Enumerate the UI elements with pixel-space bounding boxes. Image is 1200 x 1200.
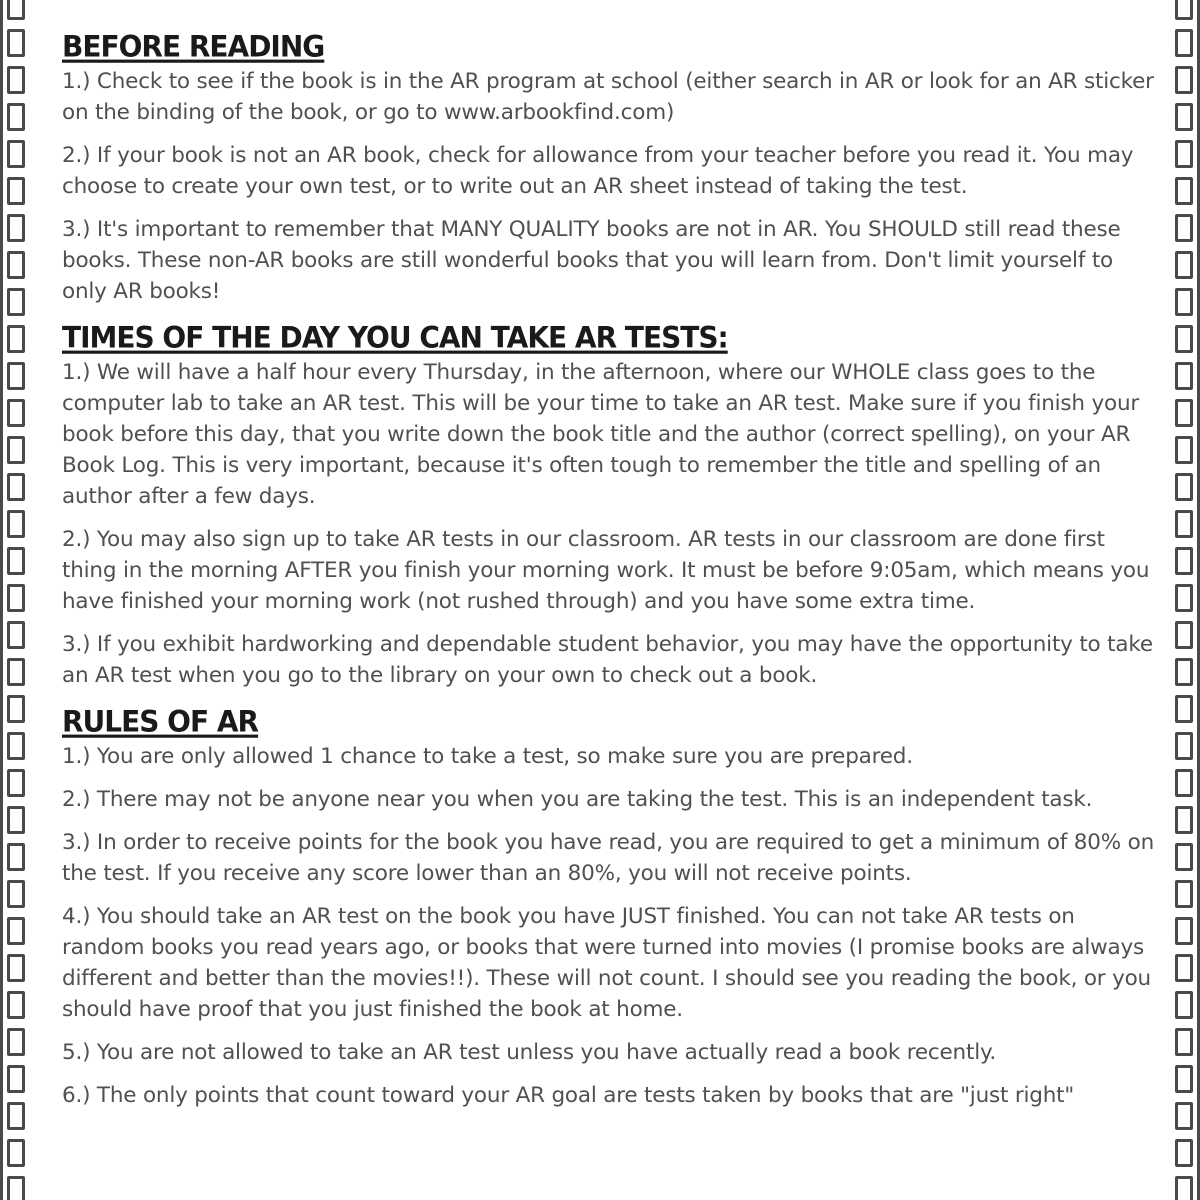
section-test-times [62,319,1158,691]
filmstrip-frame [7,1065,25,1093]
filmstrip-frame [1175,1176,1193,1200]
list-item: 2.) You may also sign up to take AR tests in our classroom. AR tests in our classroom are done first thing in the morning AFTER you finish your morning work. It must be before 9:05am, which means you have finished your morning work (not rushed through) and you have some extra time. [62,527,1150,614]
filmstrip-frame [1175,843,1193,871]
list-item: 2.) If your book is not an AR book, check for allowance from your teacher before you read it. You may choose to create your own test, or to write out an AR sheet instead of taking the test. [62,143,1134,199]
filmstrip-frame [1175,880,1193,908]
filmstrip-frame [7,806,25,834]
left-filmstrip-border [0,0,32,1200]
filmstrip-frame [1175,658,1193,686]
section-before-reading [62,28,1158,307]
list-item: 2.) There may not be anyone near you when you are taking the test. This is an independent task. [62,787,1093,812]
filmstrip-frame [7,29,25,57]
filmstrip-frame [1175,66,1193,94]
filmstrip-frame [7,140,25,168]
list-item: 1.) Check to see if the book is in the AR program at school (either search in AR or look for an AR sticker on the binding of the book, or go to www.arbookfind.com) [62,69,1154,125]
filmstrip-frame [7,325,25,353]
filmstrip-frame [1175,103,1193,131]
filmstrip-frame [1175,399,1193,427]
filmstrip-frame [7,621,25,649]
filmstrip-frame [1175,695,1193,723]
filmstrip-frame [1175,1065,1193,1093]
list-item: 5.) You are not allowed to take an AR test unless you have actually read a book recently. [62,1040,997,1065]
filmstrip-frame [1175,954,1193,982]
filmstrip-frame [7,473,25,501]
filmstrip-frame [7,214,25,242]
filmstrip-frame [1175,436,1193,464]
filmstrip-frame [7,954,25,982]
filmstrip-frame [1175,177,1193,205]
section-heading: RULES OF AR [62,704,259,739]
filmstrip-frame [7,584,25,612]
document-body [62,28,1158,1123]
filmstrip-frame [7,1176,25,1200]
filmstrip-frame [1175,991,1193,1019]
filmstrip-frame [1175,288,1193,316]
filmstrip-frame [7,510,25,538]
filmstrip-frame [7,1102,25,1130]
filmstrip-frame [1175,547,1193,575]
filmstrip-frame [1175,1102,1193,1130]
filmstrip-frame [7,1139,25,1167]
filmstrip-frame [1175,325,1193,353]
filmstrip-frame [1175,1028,1193,1056]
filmstrip-frame [1175,140,1193,168]
filmstrip-frame [7,103,25,131]
filmstrip-frame [1175,214,1193,242]
filmstrip-frame [7,288,25,316]
filmstrip-frame [1175,621,1193,649]
filmstrip-frame [7,436,25,464]
filmstrip-frame [1175,473,1193,501]
filmstrip-frame [1175,917,1193,945]
filmstrip-frame [7,695,25,723]
filmstrip-frame [1175,29,1193,57]
list-item: 1.) We will have a half hour every Thursday, in the afternoon, where our WHOLE class goes to the computer lab to take an AR test. This will be your time to take an AR test. Make sure if you finish your book before this day, that you write down the book title and the author (correct spelling), on your AR Book Log. This is very important, because it's often tough to remember the title and spelling of an author after a few days. [62,360,1140,509]
right-filmstrip-border [1168,0,1200,1200]
list-item: 3.) It's important to remember that MANY QUALITY books are not in AR. You SHOULD still read these books. These non-AR books are still wonderful books that you will learn from. Don't limit yourself to only AR books! [62,217,1121,304]
filmstrip-frame [7,991,25,1019]
filmstrip-frame [1175,0,1193,20]
section-heading: BEFORE READING [62,29,325,64]
filmstrip-frame [1175,1139,1193,1167]
section-heading: TIMES OF THE DAY YOU CAN TAKE AR TESTS: [62,320,728,355]
filmstrip-frame [1175,510,1193,538]
filmstrip-frame [1175,362,1193,390]
list-item: 3.) In order to receive points for the book you have read, you are required to get a minimum of 80% on the test. If you receive any score lower than an 80%, you will not receive points. [62,830,1155,886]
filmstrip-frame [1175,732,1193,760]
filmstrip-frame [1175,251,1193,279]
filmstrip-frame [7,1028,25,1056]
filmstrip-frame [7,880,25,908]
filmstrip-frame [1175,769,1193,797]
filmstrip-frame [7,769,25,797]
filmstrip-frame [7,251,25,279]
filmstrip-frame [7,66,25,94]
filmstrip-frame [7,917,25,945]
list-item: 6.) The only points that count toward your AR goal are tests taken by books that are "just right" [62,1083,1075,1108]
list-item: 4.) You should take an AR test on the book you have JUST finished. You can not take AR tests on random books you read years ago, or books that were turned into movies (I promise books are always different and better than the movies!!). These will not count. I should see you reading the book, or you should have proof that you just finished the book at home. [62,904,1151,1022]
list-item: 1.) You are only allowed 1 chance to take a test, so make sure you are prepared. [62,744,913,769]
filmstrip-frame [7,399,25,427]
list-item: 3.) If you exhibit hardworking and dependable student behavior, you may have the opportunity to take an AR test when you go to the library on your own to check out a book. [62,632,1153,688]
filmstrip-frame [1175,584,1193,612]
filmstrip-frame [7,0,25,20]
filmstrip-frame [7,658,25,686]
filmstrip-frame [7,843,25,871]
filmstrip-frame [7,362,25,390]
filmstrip-frame [7,177,25,205]
section-rules-of-ar [62,703,1158,1111]
filmstrip-frame [7,732,25,760]
filmstrip-frame [1175,806,1193,834]
filmstrip-frame [7,547,25,575]
